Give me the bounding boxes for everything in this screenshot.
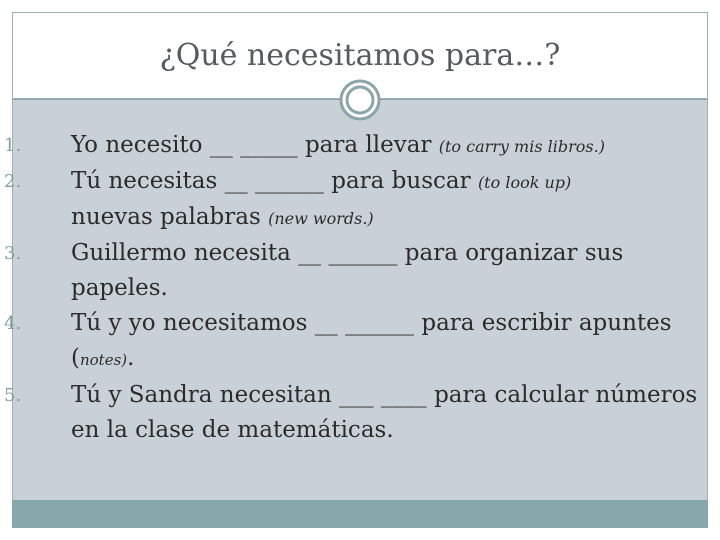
list-item bbox=[0, 306, 720, 378]
item-number: 4. bbox=[4, 313, 22, 334]
list-item bbox=[0, 236, 720, 306]
item-text: Tú y yo necesitamos __ ______ para escribir apuntes ( bbox=[71, 310, 672, 371]
item-tail: . bbox=[127, 345, 135, 371]
item-note: (to look up) bbox=[477, 173, 572, 192]
list-item bbox=[0, 378, 720, 448]
exercise-list bbox=[0, 128, 720, 448]
item-note: notes) bbox=[79, 351, 128, 369]
item-text: Tú y Sandra necesitan ___ ____ para calcular números en la clase de matemáticas. bbox=[71, 382, 698, 443]
item-text: Yo necesito __ _____ para llevar bbox=[71, 132, 439, 158]
ring-ornament-icon bbox=[339, 79, 381, 121]
item-number: 2. bbox=[4, 171, 22, 192]
item-note-line2: (new words.) bbox=[268, 209, 374, 228]
item-number: 1. bbox=[4, 135, 22, 156]
item-number: 3. bbox=[4, 243, 22, 264]
item-text: Guillermo necesita __ ______ para organizar sus papeles. bbox=[71, 240, 624, 301]
item-number: 5. bbox=[4, 385, 22, 406]
bottom-accent-bar bbox=[12, 500, 708, 528]
list-item bbox=[0, 128, 720, 164]
slide-title: ¿Qué necesitamos para…? bbox=[159, 38, 561, 73]
list-item bbox=[0, 164, 720, 236]
item-text-line2: nuevas palabras bbox=[71, 204, 269, 230]
item-text: Tú necesitas __ ______ para buscar bbox=[71, 168, 478, 194]
item-note: (to carry mis libros.) bbox=[438, 137, 605, 156]
